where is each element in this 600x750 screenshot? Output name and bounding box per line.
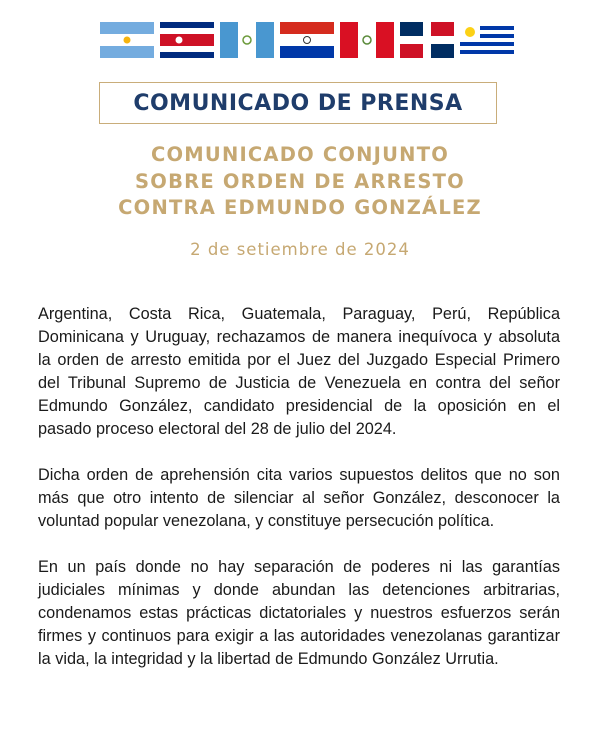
statement-title [0, 142, 600, 222]
statement-body [38, 303, 560, 694]
guatemala-flag-icon [220, 22, 274, 58]
title-line: SOBRE ORDEN DE ARRESTO [135, 169, 465, 193]
costa-rica-flag-icon [160, 22, 214, 58]
argentina-flag-icon [100, 22, 154, 58]
statement-date: 2 de setiembre de 2024 [190, 240, 410, 259]
dominican-republic-flag-icon [400, 22, 454, 58]
flag-row [100, 22, 514, 58]
uruguay-flag-icon [460, 22, 514, 58]
title-line: CONTRA EDMUNDO GONZÁLEZ [118, 196, 482, 219]
body-paragraph: Dicha orden de aprehensión cita varios supuestos delitos que no son más que otro intento de silenciar al señor González, desconocer la voluntad popular venezolana, y constituye persecución política. [38, 466, 560, 530]
body-paragraph: En un país donde no hay separación de poderes ni las garantías judiciales mínimas y donde abundan las detenciones arbitrarias, condenamos estas prácticas dictatoriales y nuestros esfuerzos serán firmes y continuos para exigir a las autoridades venezolanas garantizar la vida, la integridad y la libertad de Edmundo González Urrutia. [38, 558, 560, 668]
title-line: COMUNICADO CONJUNTO [151, 143, 449, 166]
body-paragraph: Argentina, Costa Rica, Guatemala, Paraguay, Perú, República Dominicana y Uruguay, rechazamos de manera inequívoca y absoluta la orden de arresto emitida por el Juez del Juzgado Especial Primero del Tribunal Supremo de Justicia de Venezuela en contra del señor Edmundo González, candidato presidencial de la oposición en el pasado proceso electoral del 28 de julio del 2024. [38, 305, 560, 438]
paraguay-flag-icon [280, 22, 334, 58]
press-release-label-box [99, 82, 497, 124]
press-release-label: COMUNICADO DE PRENSA [133, 90, 463, 116]
peru-flag-icon [340, 22, 394, 58]
